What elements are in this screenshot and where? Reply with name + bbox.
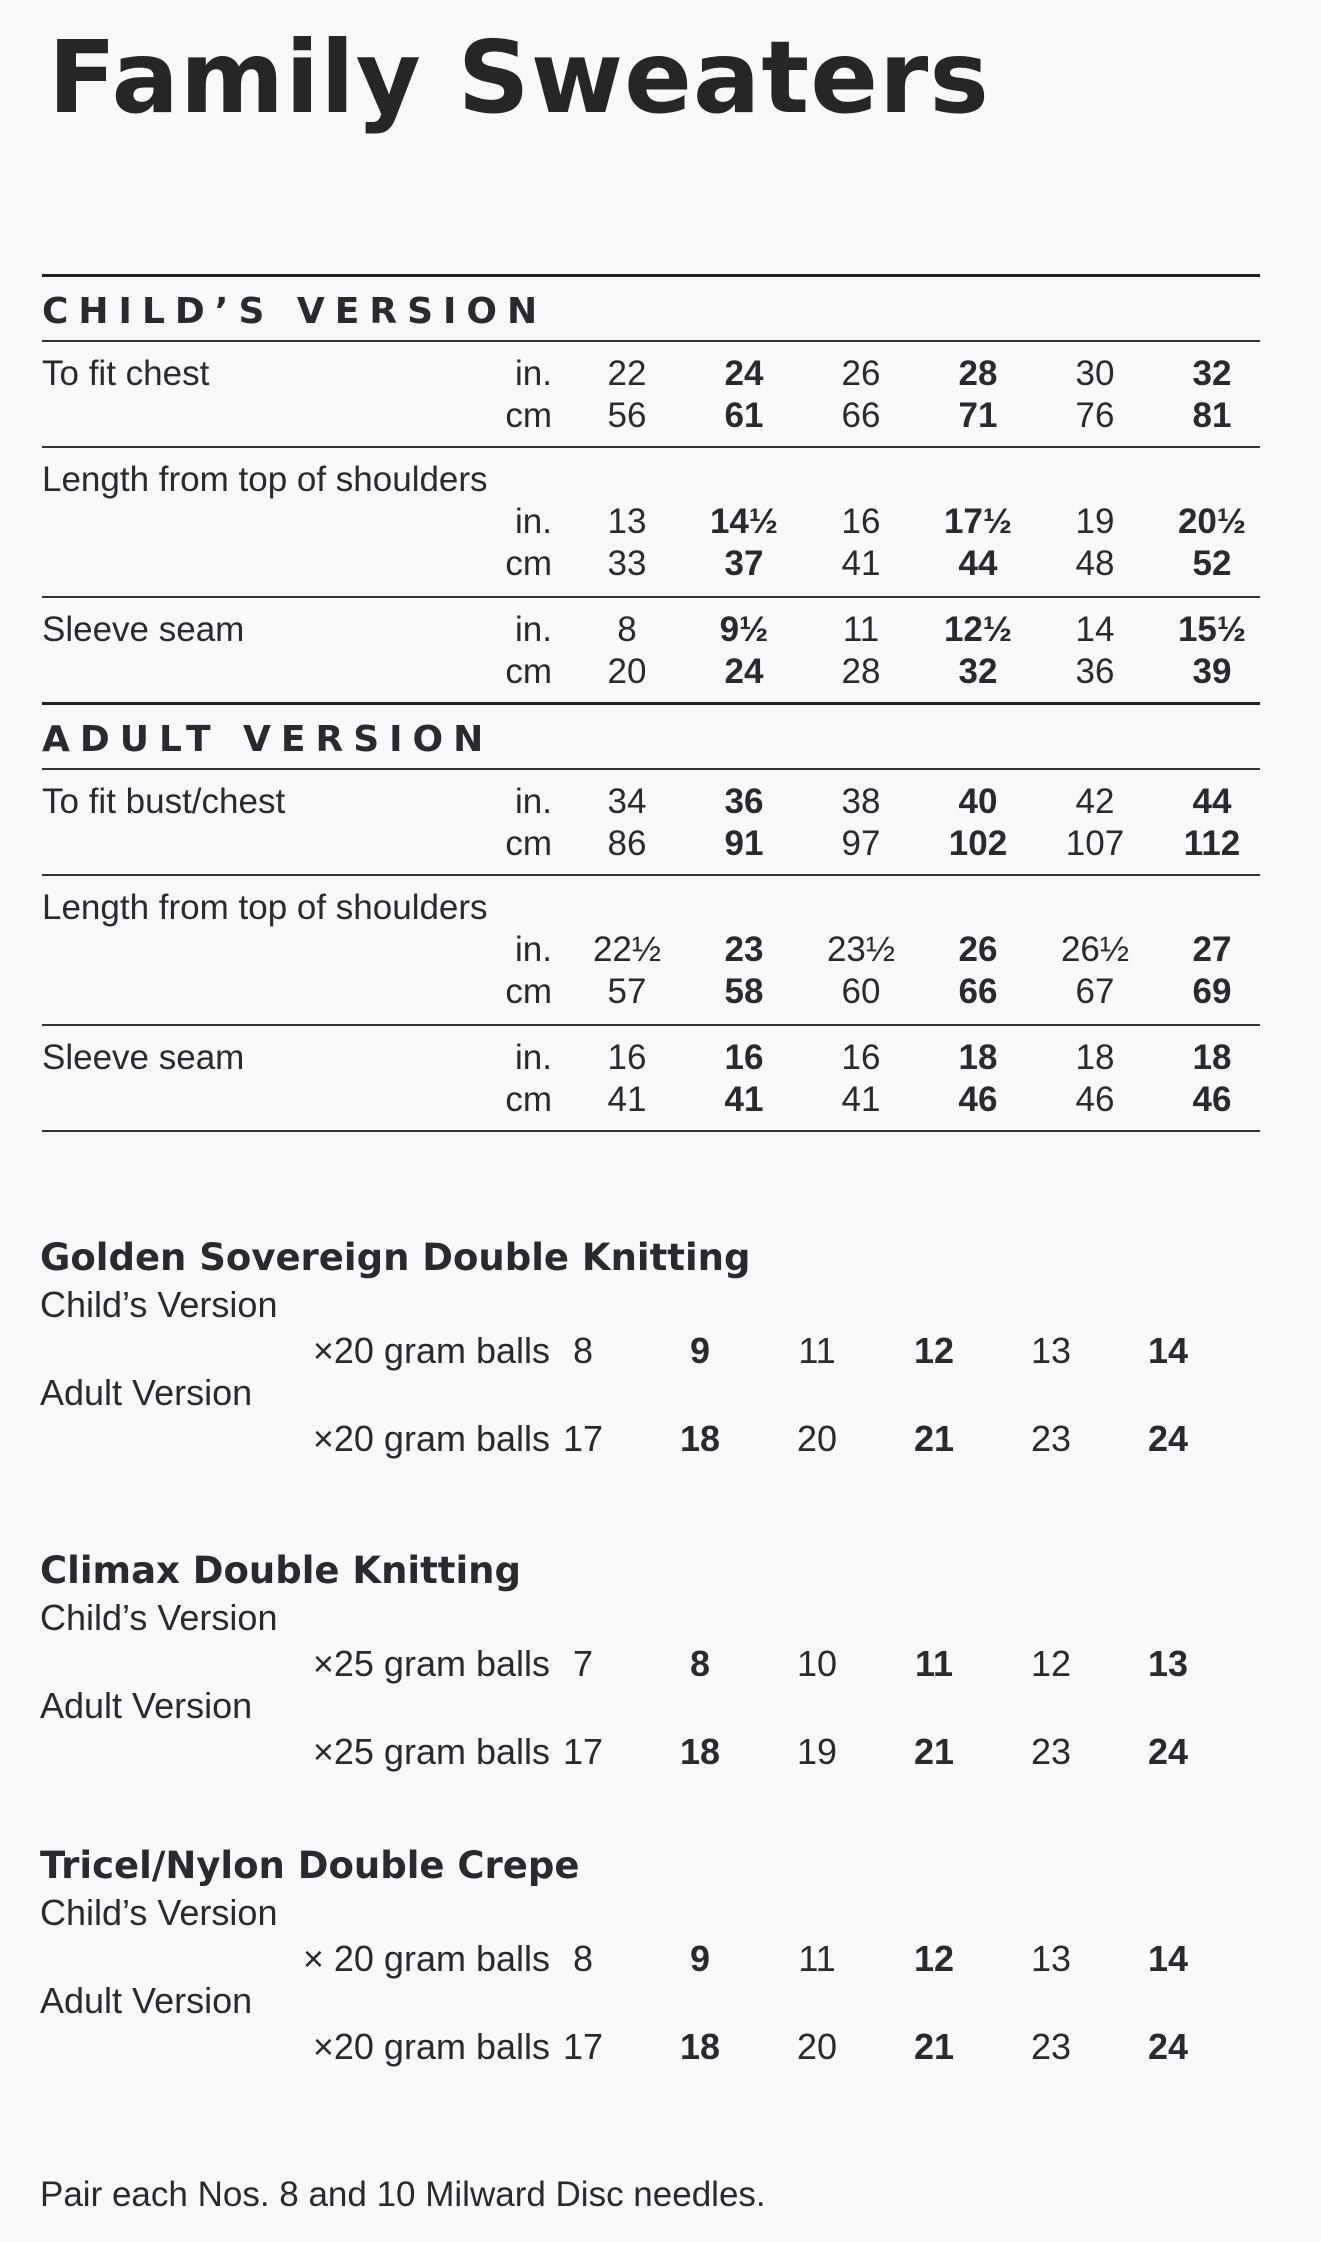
version-line [40,1597,1280,1639]
size-value: 20½ [1177,502,1247,541]
size-value: 57 [607,972,647,1011]
measurements-table [42,274,1260,1132]
ball-count: 7 [572,1643,594,1684]
size-value: 102 [948,824,1008,863]
measurement-line [42,1038,1260,1080]
measurement-line [42,972,1260,1014]
size-value: 81 [1192,396,1232,435]
balls-label: ×20 gram balls [312,1418,550,1459]
measurement-line [42,502,1260,544]
size-value: 46 [1075,1080,1115,1119]
size-value: 34 [607,782,647,821]
size-value: 58 [724,972,764,1011]
size-value: 16 [724,1038,764,1077]
version-label: Child’s Version [40,1284,278,1325]
yarn-name: Golden Sovereign Double Knitting [40,1236,751,1279]
ball-count: 8 [572,1938,594,1979]
size-value: 36 [724,782,764,821]
size-value: 16 [607,1038,647,1077]
measurement-line [42,1080,1260,1122]
unit-label: cm [505,824,552,863]
ball-count: 18 [679,1731,721,1772]
ball-count: 18 [679,1418,721,1459]
ball-count: 8 [572,1330,594,1371]
yarn-section [40,1545,1280,1773]
version-line [40,1284,1280,1326]
size-value: 39 [1192,652,1232,691]
measurement-label: Sleeve seam [42,1038,245,1077]
size-value: 18 [1192,1038,1232,1077]
size-value: 36 [1075,652,1115,691]
measurement-line [42,544,1260,586]
measurement-line [42,824,1260,866]
ball-count: 23 [1030,1418,1072,1459]
ball-count: 12 [913,1938,955,1979]
measurement-line [42,354,1260,396]
size-value: 38 [841,782,881,821]
ball-count: 24 [1147,2026,1189,2067]
size-value: 19 [1075,502,1115,541]
version-line [40,1685,1280,1727]
ball-count: 24 [1147,1731,1189,1772]
size-value: 26½ [1060,930,1130,969]
size-value: 42 [1075,782,1115,821]
section-heading: CHILD’S VERSION [42,291,548,332]
version-label: Adult Version [40,1685,253,1726]
version-label: Child’s Version [40,1892,278,1933]
unit-label: in. [515,502,552,541]
size-value: 27 [1192,930,1232,969]
balls-line [40,2026,1280,2068]
size-value: 86 [607,824,647,863]
balls-line [40,1330,1280,1372]
ball-count: 13 [1030,1938,1072,1979]
size-value: 61 [724,396,764,435]
measurement-label: Length from top of shoulders [42,460,488,499]
table-bottom-rule [42,1130,1260,1132]
size-value: 8 [617,610,637,649]
version-line [40,1372,1280,1414]
page-title: Family Sweaters [48,19,990,136]
ball-count: 20 [796,1418,838,1459]
size-value: 41 [724,1080,764,1119]
size-value: 48 [1075,544,1115,583]
size-value: 91 [724,824,764,863]
size-value: 44 [1192,782,1232,821]
ball-count: 17 [562,1731,604,1772]
ball-count: 14 [1147,1938,1189,1979]
size-value: 33 [607,544,647,583]
ball-count: 23 [1030,2026,1072,2067]
ball-count: 11 [798,1330,836,1371]
ball-count: 10 [796,1643,838,1684]
size-value: 41 [607,1080,647,1119]
unit-label: in. [515,930,552,969]
ball-count: 20 [796,2026,838,2067]
size-value: 12½ [943,610,1013,649]
balls-line [40,1418,1280,1460]
size-value: 52 [1192,544,1232,583]
ball-count: 8 [689,1643,711,1684]
ball-count: 11 [914,1643,954,1684]
ball-count: 21 [913,2026,955,2067]
ball-count: 12 [913,1330,955,1371]
measurement-line [42,930,1260,972]
size-value: 32 [1192,354,1232,393]
size-value: 56 [607,396,647,435]
size-value: 37 [724,544,764,583]
measurement-block [42,598,1260,702]
measurement-block [42,448,1260,596]
ball-count: 18 [679,2026,721,2067]
measurement-label: To fit bust/chest [42,782,286,821]
size-value: 24 [724,652,764,691]
size-value: 24 [724,354,764,393]
size-value: 30 [1075,354,1115,393]
size-value: 23½ [826,930,896,969]
size-value: 26 [958,930,998,969]
ball-count: 11 [798,1938,836,1979]
version-label: Adult Version [40,1372,253,1413]
size-value: 16 [841,502,881,541]
balls-line [40,1731,1280,1773]
ball-count: 21 [913,1731,955,1772]
size-value: 28 [958,354,998,393]
size-value: 28 [841,652,881,691]
measurement-line [42,396,1260,438]
version-label: Adult Version [40,1980,253,2021]
size-value: 69 [1192,972,1232,1011]
unit-label: cm [505,652,552,691]
balls-label: ×20 gram balls [312,2026,550,2067]
size-value: 18 [1075,1038,1115,1077]
balls-label: ×25 gram balls [312,1643,550,1684]
version-label: Child’s Version [40,1597,278,1638]
ball-count: 12 [1030,1643,1072,1684]
unit-label: in. [515,354,552,393]
measurement-line [42,782,1260,824]
ball-count: 21 [913,1418,955,1459]
balls-label: × 20 gram balls [302,1938,550,1979]
size-value: 40 [958,782,998,821]
balls-line [40,1938,1280,1980]
unit-label: in. [515,1038,552,1077]
ball-count: 13 [1147,1643,1189,1684]
size-value: 67 [1075,972,1115,1011]
size-value: 97 [841,824,881,863]
measurement-block [42,770,1260,874]
ball-count: 13 [1030,1330,1072,1371]
size-value: 107 [1065,824,1125,863]
size-value: 20 [607,652,647,691]
ball-count: 9 [689,1330,711,1371]
size-value: 26 [841,354,881,393]
size-value: 22 [607,354,647,393]
size-value: 32 [958,652,998,691]
size-value: 71 [958,396,998,435]
measurement-label: Length from top of shoulders [42,888,488,927]
ball-count: 24 [1147,1418,1189,1459]
size-value: 9½ [719,610,769,649]
size-value: 60 [841,972,881,1011]
balls-line [40,1643,1280,1685]
size-value: 17½ [943,502,1013,541]
size-value: 41 [841,1080,881,1119]
size-value: 14 [1075,610,1115,649]
section-heading: ADULT VERSION [42,719,494,760]
yarn-name: Tricel/Nylon Double Crepe [40,1844,580,1887]
unit-label: in. [515,610,552,649]
yarn-section [40,1232,1280,1460]
unit-label: cm [505,396,552,435]
size-value: 15½ [1177,610,1247,649]
ball-count: 19 [796,1731,838,1772]
size-value: 11 [842,610,880,649]
size-value: 46 [958,1080,998,1119]
ball-count: 17 [562,2026,604,2067]
size-value: 66 [958,972,998,1011]
size-value: 16 [841,1038,881,1077]
yarn-section [40,1840,1280,2068]
size-value: 66 [841,396,881,435]
ball-count: 23 [1030,1731,1072,1772]
measurement-label: Sleeve seam [42,610,245,649]
balls-label: ×25 gram balls [312,1731,550,1772]
measurement-block [42,1026,1260,1130]
size-value: 46 [1192,1080,1232,1119]
size-value: 22½ [592,930,662,969]
measurement-line [42,652,1260,694]
measurement-label: To fit chest [42,354,210,393]
size-value: 23 [724,930,764,969]
size-value: 18 [958,1038,998,1077]
measurement-block [42,876,1260,1024]
size-value: 44 [958,544,998,583]
size-value: 112 [1183,824,1241,863]
yarn-name: Climax Double Knitting [40,1549,521,1592]
unit-label: cm [505,1080,552,1119]
measurement-block [42,342,1260,446]
size-value: 14½ [709,502,779,541]
unit-label: cm [505,544,552,583]
version-line [40,1980,1280,2022]
size-value: 41 [841,544,881,583]
ball-count: 9 [689,1938,711,1979]
unit-label: cm [505,972,552,1011]
size-value: 13 [607,502,647,541]
balls-label: ×20 gram balls [312,1330,550,1371]
ball-count: 14 [1147,1330,1189,1371]
size-value: 76 [1075,396,1115,435]
version-line [40,1892,1280,1934]
ball-count: 17 [562,1418,604,1459]
measurement-line [42,610,1260,652]
unit-label: in. [515,782,552,821]
needles-note: Pair each Nos. 8 and 10 Milward Disc needles. [40,2175,766,2214]
